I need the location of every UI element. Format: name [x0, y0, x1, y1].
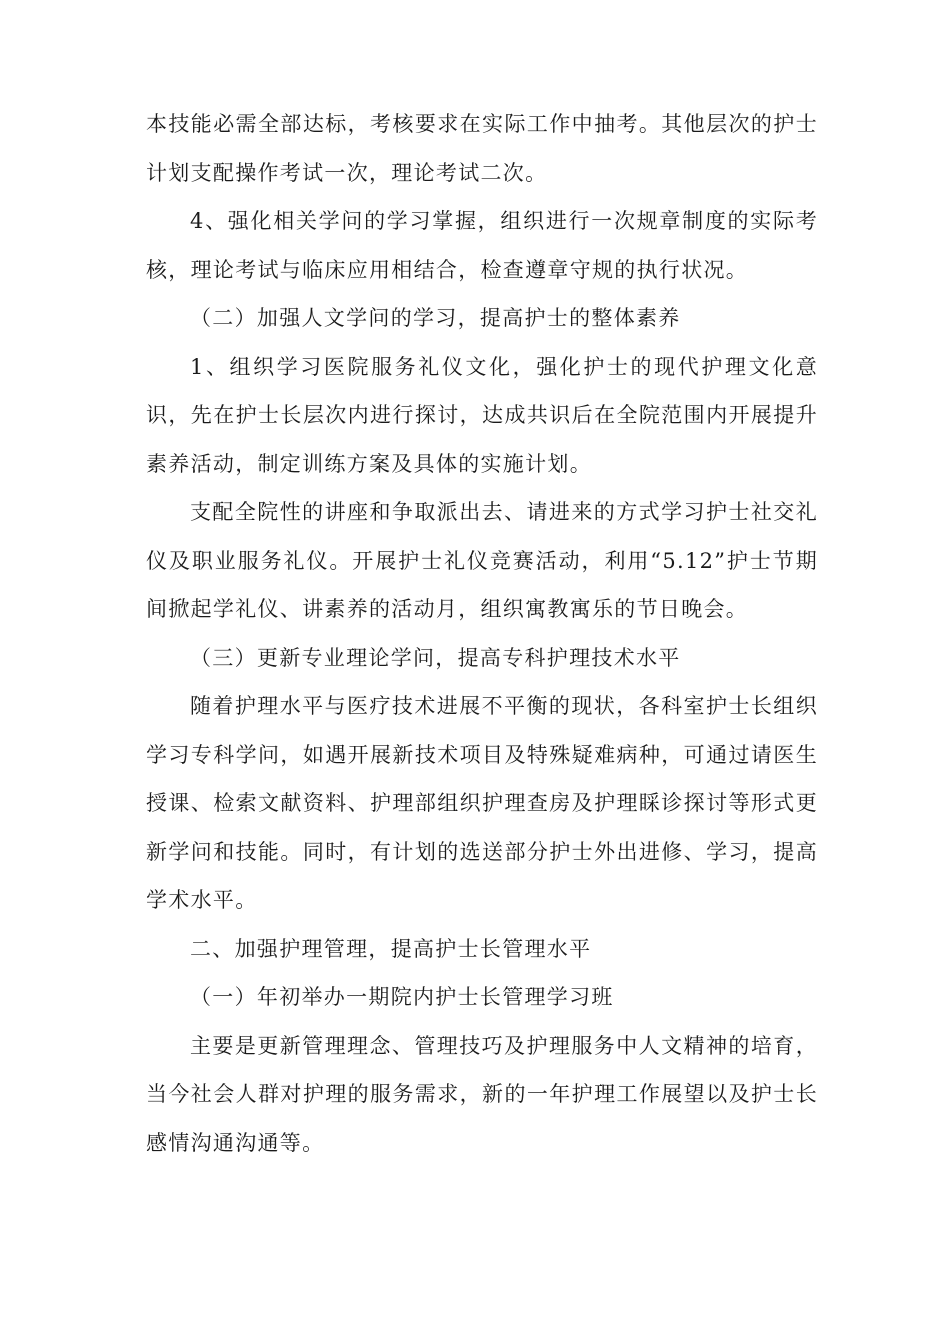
- document-body: [146, 100, 818, 1167]
- paragraph-continued: 本技能必需全部达标，考核要求在实际工作中抽考。其他层次的护士计划支配操作考试一次，理论考试二次。: [146, 112, 818, 185]
- section-heading-3: （三）更新专业理论学问，提高专科护理技术水平: [190, 645, 681, 670]
- section-heading-1: （一）年初举办一期院内护士长管理学习班: [190, 985, 614, 1009]
- paragraph-item-4: 4、强化相关学问的学习掌握，组织进行一次规章制度的实际考核，理论考试与临床应用相结合，检查遵章守规的执行状况。: [146, 209, 818, 282]
- paragraph-etiquette: 支配全院性的讲座和争取派出去、请进来的方式学习护士社交礼仪及职业服务礼仪。开展护士礼仪竞赛活动，利用“5.12”护士节期间掀起学礼仪、讲素养的活动月，组织寓教寓乐的节日晚会。: [146, 500, 818, 621]
- paragraph-specialty-learning: 随着护理水平与医疗技术进展不平衡的现状，各科室护士长组织学习专科学问，如遇开展新技术项目及特殊疑难病种，可通过请医生授课、检索文献资料、护理部组织护理查房及护理睬诊探讨等形式更新学问和技能。同时，有计划的选送部分护士外出进修、学习，提高学术水平。: [146, 694, 818, 912]
- paragraph-item-1: 1、组织学习医院服务礼仪文化，强化护士的现代护理文化意识，先在护士长层次内进行探讨，达成共识后在全院范围内开展提升素养活动，制定训练方案及具体的实施计划。: [146, 354, 818, 476]
- paragraph-management-training: 主要是更新管理理念、管理技巧及护理服务中人文精神的培育，当今社会人群对护理的服务需求，新的一年护理工作展望以及护士长感情沟通沟通等。: [146, 1033, 818, 1155]
- section-heading-2: （二）加强人文学问的学习，提高护士的整体素养: [190, 306, 681, 330]
- chapter-heading-2: 二、加强护理管理，提高护士长管理水平: [190, 936, 592, 961]
